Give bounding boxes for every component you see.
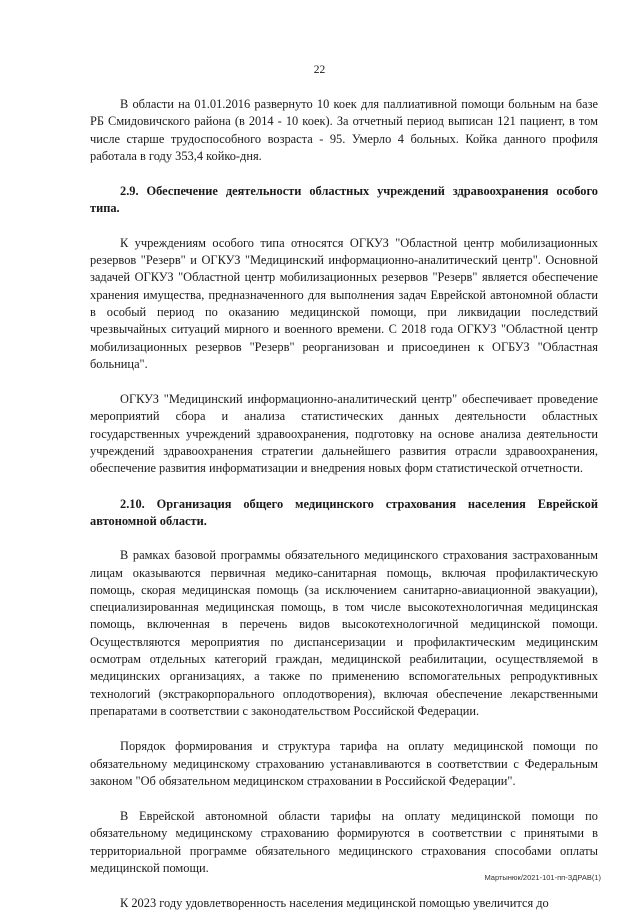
document-footer-code: Мартынюк/2021-101-пп-ЗДРАВ(1)	[484, 873, 601, 882]
paragraph-analytics-center: ОГКУЗ "Медицинский информационно-аналитический центр" обеспечивает проведение мероприятий сбора и анализа статистических данных деятельности областных государственных учреждений здравоохранения, подготовку на основе анализа деятельности учреждений здравоохранения стратегии дальнейшего развития отрасли здравоохранения, обеспечение развития информатизации и внедрения новых форм статистической отчетности.	[90, 392, 598, 476]
paragraph-basic-program: В рамках базовой программы обязательного медицинского страхования застрахованным лицам оказываются первичная медико-санитарная помощь, включая профилактическую помощь, скорая медицинская помощь (за исключением санитарно-авиационной эвакуации), специализированная медицинская помощь, в том числе высокотехнологичная медицинская помощь, включенная в перечень видов высокотехнологичной медицинской помощи. Осуществляются мероприятия по диспансеризации и профилактическим медицинским осмотрам отдельных категорий граждан, медицинской реабилитации, осуществляемой в медицинских организациях, а также по применению вспомогательных репродуктивных технологий (экстракорпорального оплодотворения), включая обеспечение лекарственными препаратами в соответствии с законодательством Российской Федерации.	[90, 548, 598, 718]
paragraph-special-institutions: К учреждениям особого типа относятся ОГКУЗ "Областной центр мобилизационных резервов "Резерв" и ОГКУЗ "Медицинский информационно-аналитический центр". Основной задачей ОГКУЗ "Областной центр мобилизационных резервов "Резерв" является обеспечение хранения имущества, предназначенного для выполнения задач Еврейской автономной области в особый период по оказанию медицинской помощи, при ликвидации последствий чрезвычайных ситуаций мирного и военного времени. С 2018 года ОГКУЗ "Областной центр мобилизационных резервов "Резерв" реорганизован и присоединен к ОГБУЗ "Областная больница".	[90, 235, 598, 371]
section-heading-2-9: 2.9. Обеспечение деятельности областных учреждений здравоохранения особого типа.	[90, 184, 598, 216]
section-heading-2-10: 2.10. Организация общего медицинского страхования населения Еврейской автономной области.	[90, 496, 598, 528]
paragraph-tariff-structure: Порядок формирования и структура тарифа на оплату медицинской помощи по обязательному медицинскому страхованию устанавливаются в соответствии с Федеральным законом "Об обязательном медицинском страховании в Российской Федерации".	[90, 739, 598, 788]
document-body	[90, 96, 598, 913]
page-number: 22	[313, 64, 326, 76]
paragraph-palliative-care: В области на 01.01.2016 развернуто 10 коек для паллиативной помощи больным на базе РБ Смидовичского района (в 2014 - 10 коек). За отчетный период выписан 121 пациент, в том числе старше трудоспособного возраста - 95. Умерло 4 больных. Койка данного профиля работала в году 353,4 койко-дня.	[90, 97, 598, 163]
paragraph-satisfaction-2023: К 2023 году удовлетворенность населения медицинской помощью увеличится до	[120, 896, 549, 911]
paragraph-tariff-formation: В Еврейской автономной области тарифы на оплату медицинской помощи по обязательному медицинскому страхованию формируются в соответствии с принятыми в территориальной программе обязательного медицинского страхования способами оплаты медицинской помощи.	[90, 809, 598, 875]
